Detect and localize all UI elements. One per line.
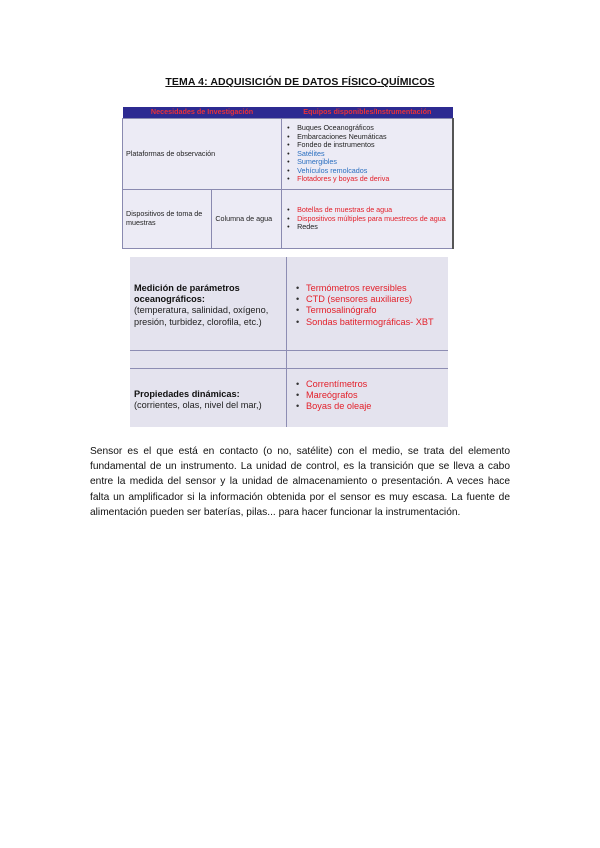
table-row <box>123 190 454 249</box>
row-divider <box>130 350 448 351</box>
table-row <box>123 119 454 190</box>
equipment-list <box>285 124 449 184</box>
equipment-list <box>285 206 449 232</box>
list-item: • Satélites <box>297 150 449 159</box>
category-heading: Medición de parámetros oceanográficos: <box>134 283 240 305</box>
list-item: • Boyas de oleaje <box>306 401 444 412</box>
equipment-list-cell <box>282 119 453 190</box>
list-item: • Redes <box>297 223 449 232</box>
header-needs: Necesidades de Investigación <box>123 107 282 119</box>
list-item: • Dispositivos múltiples para muestreos de agua <box>297 215 449 224</box>
list-item: • Buques Oceanográficos <box>297 124 449 133</box>
body-paragraph: Sensor es el que está en contacto (o no, satélite) con el medio, se trata del elemento fundamental de un instrumento. La unidad de control, es la transición que se lleva a cabo entre la medida del sensor y la unidad de almacenamiento o presentación. A veces hace falta un amplificador si la información obtenida por el sensor es muy escasa. La fuente de alimentación pueden ser baterías, pilas... para hacer funcionar la instrumentación. <box>90 446 510 518</box>
equipment-table <box>122 107 454 249</box>
list-item: • Sondas batitermográficas- XBT <box>306 317 444 328</box>
page-title: TEMA 4: ADQUISICIÓN DE DATOS FÍSICO-QUÍMICOS <box>165 76 435 88</box>
category-detail: (temperatura, salinidad, oxígeno, presión, turbidez, clorofila, etc.) <box>134 305 269 327</box>
instrument-list <box>294 283 444 328</box>
equipment-list-cell <box>282 190 453 249</box>
header-equipment: Equipos disponibles/Instrumentación <box>282 107 453 119</box>
list-item: • Fondeo de instrumentos <box>297 141 449 150</box>
table-header-row <box>123 107 454 119</box>
category-heading: Propiedades dinámicas: <box>134 389 240 399</box>
instruments-cell <box>294 379 444 413</box>
category-cell: Plataformas de observación <box>123 119 282 190</box>
list-item: • Termómetros reversibles <box>306 283 444 294</box>
list-item: • Flotadores y boyas de deriva <box>297 175 449 184</box>
list-item: • Vehículos remolcados <box>297 167 449 176</box>
list-item: • Correntímetros <box>306 379 444 390</box>
column-divider <box>286 257 287 427</box>
list-item: • Termosalinógrafo <box>306 305 444 316</box>
dynamics-category-cell <box>134 389 284 411</box>
category-detail: (corrientes, olas, nivel del mar,) <box>134 400 262 411</box>
parameters-table <box>130 257 448 427</box>
instrument-list <box>294 379 444 413</box>
subcategory-cell: Columna de agua <box>212 190 282 249</box>
list-item: • Embarcaciones Neumáticas <box>297 133 449 142</box>
list-item: • Mareógrafos <box>306 390 444 401</box>
category-cell: Dispositivos de toma de muestras <box>123 190 212 249</box>
instruments-cell <box>294 283 444 328</box>
row-divider <box>130 368 448 369</box>
parameters-category-cell <box>134 283 284 328</box>
list-item: • Sumergibles <box>297 158 449 167</box>
list-item: • Botellas de muestras de agua <box>297 206 449 215</box>
list-item: • CTD (sensores auxiliares) <box>306 294 444 305</box>
